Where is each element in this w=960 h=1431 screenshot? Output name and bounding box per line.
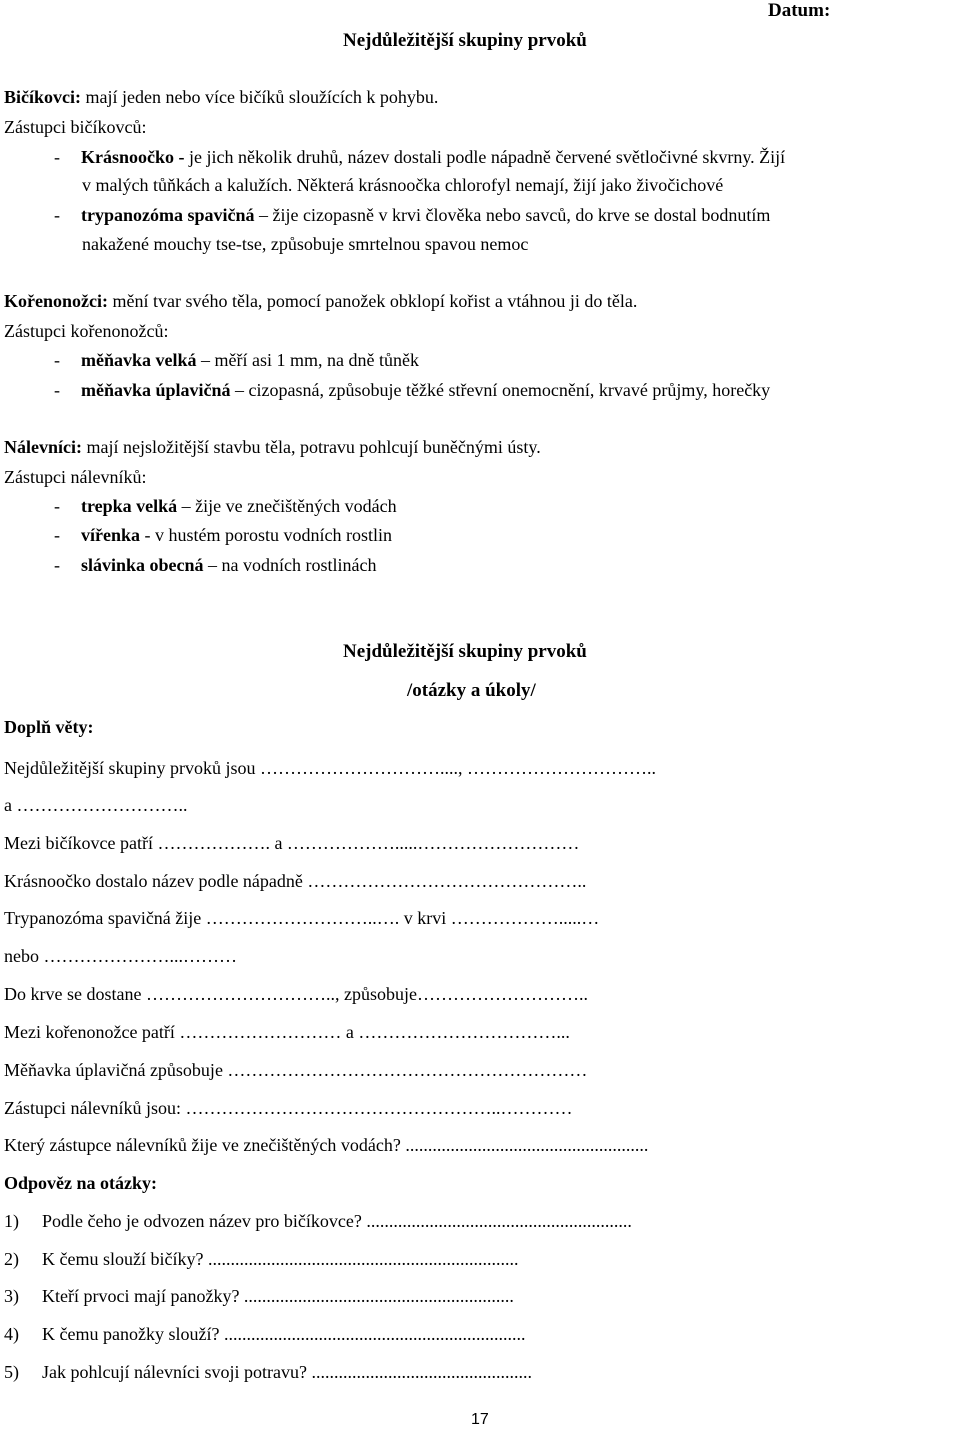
list-item xyxy=(54,554,377,576)
fill-line: Nejdůležitější skupiny prvoků jsou …………………………...., ………………………….. xyxy=(4,758,656,778)
page-title: Nejdůležitější skupiny prvoků xyxy=(343,30,587,51)
question-text: Kteří prvoci mají panožky? ............................................................ xyxy=(42,1286,514,1306)
answer-heading: Odpověz na otázky: xyxy=(4,1173,157,1193)
fill-in-heading: Doplň věty: xyxy=(4,717,94,737)
item-text: – žije ve znečištěných vodách xyxy=(177,496,397,516)
question-text: Podle čeho je odvozen název pro bičíkovce? ........................................................... xyxy=(42,1211,632,1231)
question-item xyxy=(4,1248,518,1270)
list-dash: - xyxy=(54,380,60,400)
item-term: měňavka velká xyxy=(81,350,197,370)
question-number: 1) xyxy=(4,1211,19,1231)
date-label: Datum: xyxy=(768,0,831,21)
list-item xyxy=(54,146,785,168)
list-item xyxy=(54,524,392,546)
item-text: je jich několik druhů, název dostali podle nápadně červené světločivné skvrny. Žijí xyxy=(184,147,786,167)
fill-line: Zástupci nálevníků jsou: ……………………………………………..………… xyxy=(4,1098,573,1118)
list-item xyxy=(54,495,397,517)
fill-line: Měňavka úplavičná způsobuje …………………………………………………… xyxy=(4,1060,588,1080)
item-text: - v hustém porostu vodních rostlin xyxy=(140,525,392,545)
item-term: trepka velká xyxy=(81,496,178,516)
korenonozci-zastupci-label: Zástupci kořenonožců: xyxy=(4,321,169,341)
item-term: trypanozóma spavičná xyxy=(81,205,255,225)
list-dash: - xyxy=(54,205,60,225)
fill-line: a ……………………….. xyxy=(4,795,188,815)
question-number: 3) xyxy=(4,1286,19,1306)
bicikovci-zastupci-label: Zástupci bičíkovců: xyxy=(4,117,147,137)
nalevnici-zastupci-label: Zástupci nálevníků: xyxy=(4,467,147,487)
bicikovci-def: mají jeden nebo více bičíků sloužících k pohybu. xyxy=(81,87,439,107)
fill-line: nebo …………………...……… xyxy=(4,946,237,966)
nalevnici-term: Nálevníci: xyxy=(4,437,82,457)
fill-line: Do krve se dostane ………………………….., způsobuje……………………….. xyxy=(4,984,588,1004)
item-term: slávinka obecná xyxy=(81,555,204,575)
bicikovci-term: Bičíkovci: xyxy=(4,87,81,107)
section2-subtitle: /otázky a úkoly/ xyxy=(407,680,536,701)
item-term: vířenka xyxy=(81,525,141,545)
list-item-continuation: nakažené mouchy tse-tse, způsobuje smrtelnou spavou nemoc xyxy=(82,234,529,254)
list-item-continuation: v malých tůňkách a kalužích. Některá krásnoočka chlorofyl nemají, žijí jako živočichové xyxy=(82,175,724,195)
list-dash: - xyxy=(54,555,60,575)
question-item xyxy=(4,1285,514,1307)
question-text: Jak pohlcují nálevníci svoji potravu? ................................................. xyxy=(42,1362,532,1382)
list-dash: - xyxy=(54,147,60,167)
fill-line: Který zástupce nálevníků žije ve znečištěných vodách? ...................................................... xyxy=(4,1135,649,1155)
fill-line: Trypanozóma spavičná žije ………………………..…. v krvi ……………….....… xyxy=(4,908,600,928)
list-item xyxy=(54,204,770,226)
item-text: – žije cizopasně v krvi člověka nebo savců, do krve se dostal bodnutím xyxy=(254,205,771,225)
section2-title: Nejdůležitější skupiny prvoků xyxy=(343,641,587,662)
nalevnici-def: mají nejsložitější stavbu těla, potravu pohlcují buněčnými ústy. xyxy=(82,437,541,457)
list-item xyxy=(54,349,419,371)
item-text: – cizopasná, způsobuje těžké střevní onemocnění, krvavé průjmy, horečky xyxy=(230,380,771,400)
question-number: 5) xyxy=(4,1362,19,1382)
question-number: 4) xyxy=(4,1324,19,1344)
bicikovci-definition xyxy=(4,86,438,108)
list-dash: - xyxy=(54,350,60,370)
question-text: K čemu slouží bičíky? ..................................................................... xyxy=(42,1249,519,1269)
fill-line: Mezi kořenonožce patří ……………………… a ……………………………... xyxy=(4,1022,570,1042)
list-dash: - xyxy=(54,496,60,516)
fill-line: Mezi bičíkovce patří ………………. a ……………….....……………………… xyxy=(4,833,580,853)
korenonozci-definition xyxy=(4,290,637,312)
question-text: K čemu panožky slouží? ................................................................... xyxy=(42,1324,526,1344)
korenonozci-def: mění tvar svého těla, pomocí panožek obklopí kořist a vtáhnou ji do těla. xyxy=(107,291,638,311)
fill-line: Krásnoočko dostalo název podle nápadně ……………………………………….. xyxy=(4,871,587,891)
question-item xyxy=(4,1323,525,1345)
item-term: Krásnoočko - xyxy=(81,147,185,167)
item-term: měňavka úplavičná xyxy=(81,380,231,400)
page-number: 17 xyxy=(471,1411,489,1428)
question-number: 2) xyxy=(4,1249,19,1269)
item-text: – na vodních rostlinách xyxy=(203,555,377,575)
korenonozci-term: Kořenonožci: xyxy=(4,291,108,311)
question-item xyxy=(4,1210,632,1232)
list-item xyxy=(54,379,770,401)
list-dash: - xyxy=(54,525,60,545)
question-item xyxy=(4,1361,532,1383)
nalevnici-definition xyxy=(4,436,541,458)
item-text: – měří asi 1 mm, na dně tůněk xyxy=(196,350,419,370)
